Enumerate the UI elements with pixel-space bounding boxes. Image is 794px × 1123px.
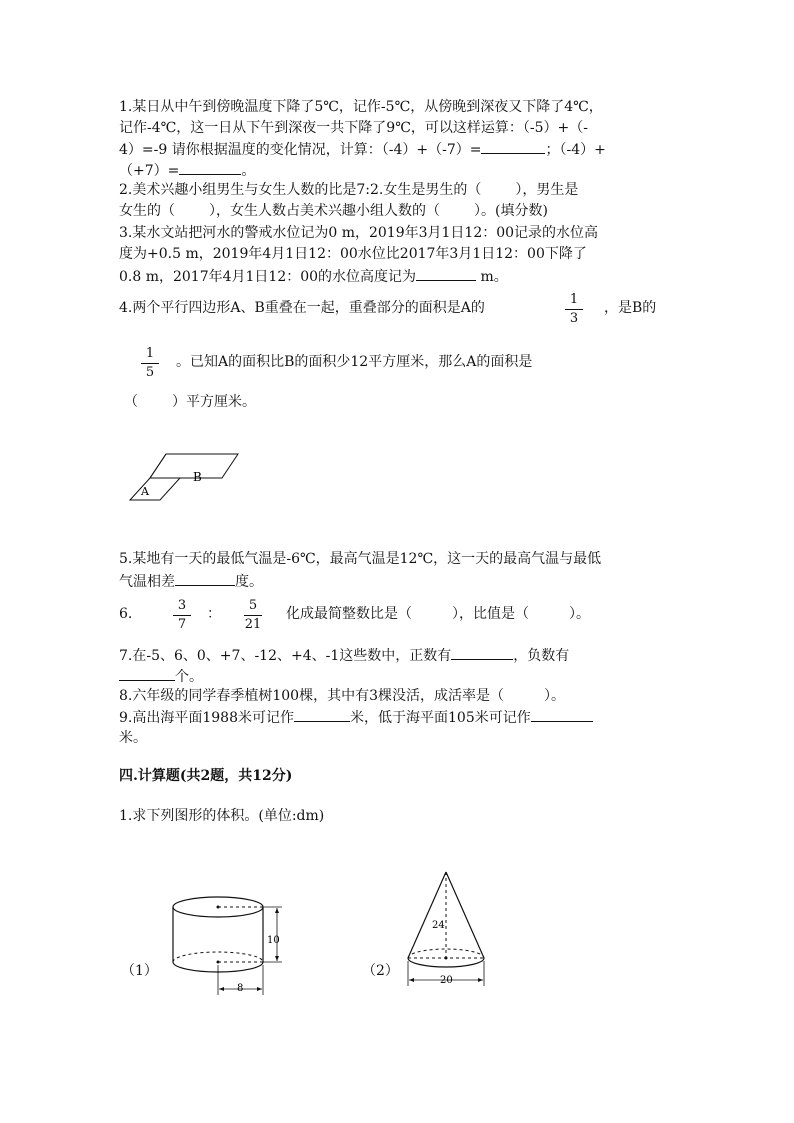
label-a: A xyxy=(141,485,149,498)
figure-1-label: （1） xyxy=(121,963,158,979)
q6-colon: ： xyxy=(207,606,221,622)
q4-text: ）平方厘米。 xyxy=(172,394,256,410)
answer-blank[interactable] xyxy=(531,707,593,722)
q4-line-1 xyxy=(119,298,485,318)
fraction-one-third xyxy=(562,292,586,327)
q4-line-3 xyxy=(124,392,256,412)
q4-line-1b: ，是B的 xyxy=(604,300,657,316)
q2-text: ），男生是 xyxy=(515,182,579,198)
fraction-three-sevenths xyxy=(170,598,194,633)
fraction-numerator: 1 xyxy=(145,346,155,361)
q3-line-3 xyxy=(119,266,508,287)
answer-blank[interactable] xyxy=(294,707,350,722)
q8-line xyxy=(119,686,565,706)
q3-text: 0.8 m，2017年4月1日12：00的水位高度记为 xyxy=(119,269,417,285)
cone-height-label: 24 xyxy=(432,920,445,931)
q8-text: ）。 xyxy=(544,688,565,704)
q3-line-2: 度为+0.5 m，2019年4月1日12：00水位比2017年3月1日12：00下降了 xyxy=(119,246,587,262)
fraction-five-twentyfirsts xyxy=(241,598,265,633)
fraction-denominator: 5 xyxy=(145,365,155,380)
cone-diameter-label: 20 xyxy=(440,975,453,986)
q2-text: 2.美术兴趣小组男生与女生人数的比是7:2.女生是男生的（ xyxy=(119,182,482,198)
q6-text-a: 化成最简整数比是（ xyxy=(286,606,412,622)
cone-figure xyxy=(400,866,495,991)
answer-blank[interactable] xyxy=(481,139,545,154)
section-heading: 四.计算题(共2题，共12分) xyxy=(119,768,293,784)
cylinder-figure xyxy=(160,885,290,1000)
q2-text: ）。(填分数) xyxy=(474,203,548,219)
fraction-bar xyxy=(141,363,159,364)
figure-2-label: （2） xyxy=(362,963,399,979)
answer-blank[interactable] xyxy=(179,160,241,175)
q1-line-3 xyxy=(119,139,606,160)
answer-blank[interactable] xyxy=(175,571,235,586)
q7-text: 个。 xyxy=(175,669,203,685)
q2-text: 女生的（ xyxy=(119,203,175,219)
fraction-numerator: 1 xyxy=(569,292,579,307)
q1-text: ；（-4）+ xyxy=(545,142,606,158)
q5-line-2 xyxy=(119,571,263,592)
q4-text: 4.两个平行四边形A、B重叠在一起，重叠部分的面积是A的 xyxy=(119,300,485,316)
q5-text: 度。 xyxy=(235,574,263,590)
fraction-numerator: 3 xyxy=(177,598,187,613)
q7-line-1 xyxy=(119,645,569,666)
q6-text-c: ）。 xyxy=(569,606,590,622)
q1-text: 4）=-9 请你根据温度的变化情况，计算：（-4）+（-7）= xyxy=(119,142,482,158)
q7-line-2 xyxy=(119,666,203,687)
q1-line-1: 1.某日从中午到傍晚温度下降了5℃，记作-5℃，从傍晚到深夜又下降了4℃， xyxy=(119,99,603,115)
fraction-bar xyxy=(565,309,583,310)
q6-text xyxy=(286,604,590,624)
fraction-one-fifth xyxy=(138,346,162,381)
q9-text: 9.高出海平面1988米可记作 xyxy=(119,710,294,726)
q5-text: 气温相差 xyxy=(119,574,175,590)
q1-text: （+7）= xyxy=(119,163,180,179)
q1-line-2: 记作-4℃，这一日从下午到深夜一共下降了9℃，可以这样运算：（-5）+（- xyxy=(119,120,588,136)
answer-blank[interactable] xyxy=(451,645,513,660)
q2-line-1 xyxy=(119,180,578,200)
q2-text: ），女生人数占美术兴趣小组人数的（ xyxy=(209,203,440,219)
answer-blank[interactable] xyxy=(119,666,175,681)
cylinder-radius-label: 8 xyxy=(237,983,244,994)
fraction-bar xyxy=(173,615,191,616)
parallelogram-a xyxy=(130,478,180,500)
q7-text: 7.在-5、6、0、+7、-12、+4、-1这些数中，正数有 xyxy=(119,648,452,664)
q8-text: 8.六年级的同学春季植树100棵，其中有3棵没活，成活率是（ xyxy=(119,688,504,704)
q6-number: 6. xyxy=(119,606,133,622)
q7-text: ，负数有 xyxy=(513,648,570,664)
q3-text: m。 xyxy=(476,269,508,285)
q4-line-2: 。已知A的面积比B的面积少12平方厘米，那么A的面积是 xyxy=(176,354,533,370)
fraction-bar xyxy=(244,615,262,616)
q5-line-1: 5.某地有一天的最低气温是-6℃，最高气温是12℃，这一天的最高气温与最低 xyxy=(119,551,602,567)
q9-line-1 xyxy=(119,707,593,728)
q9-line-2: 米。 xyxy=(119,730,147,746)
q1-text: 。 xyxy=(241,163,256,179)
label-b: B xyxy=(193,470,202,484)
fraction-denominator: 3 xyxy=(569,311,579,326)
q4-text: （ xyxy=(124,394,138,410)
q6-text-b: ），比值是（ xyxy=(452,606,529,622)
parallelogram-figure xyxy=(120,448,250,508)
fraction-denominator: 21 xyxy=(244,617,262,632)
cylinder-height-label: 10 xyxy=(267,935,280,946)
calc-question-1: 1.求下列图形的体积。(单位:dm) xyxy=(119,808,325,824)
answer-blank[interactable] xyxy=(416,266,476,281)
q2-line-2 xyxy=(119,201,548,221)
q9-text: 米，低于海平面105米可记作 xyxy=(350,710,531,726)
q1-line-4 xyxy=(119,160,255,181)
q3-line-1: 3.某水文站把河水的警戒水位记为0 m，2019年3月1日12：00记录的水位高 xyxy=(119,225,599,241)
fraction-denominator: 7 xyxy=(177,617,187,632)
fraction-numerator: 5 xyxy=(248,598,258,613)
